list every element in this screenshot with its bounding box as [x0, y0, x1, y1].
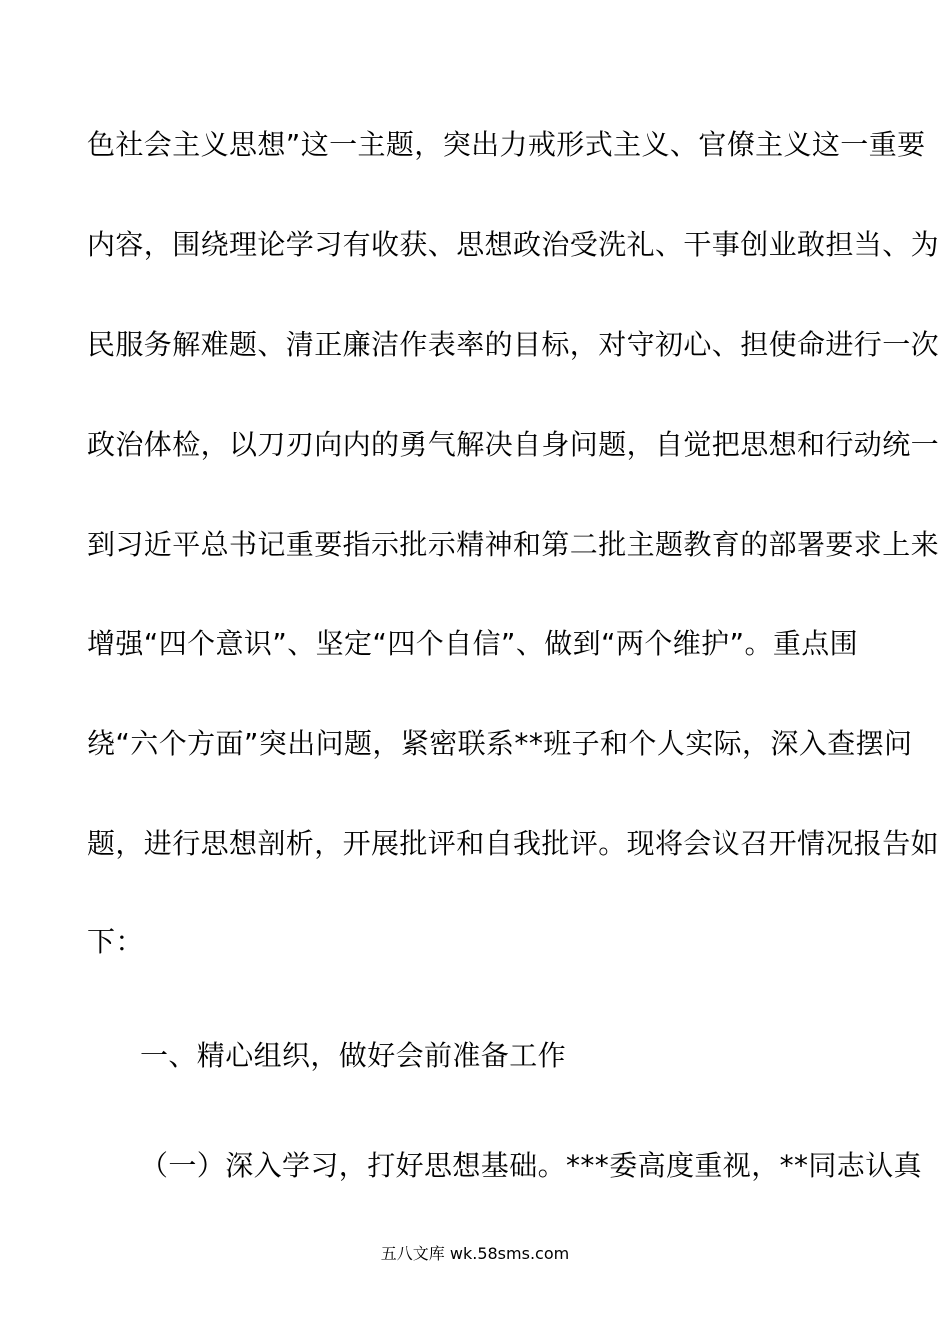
section-heading: 一、精心组织，做好会前准备工作 [140, 1039, 567, 1072]
body-text-line: 内容，围绕理论学习有收获、思想政治受洗礼、干事创业敢担当、为 [87, 228, 940, 261]
body-text-line: 绕“六个方面”突出问题，紧密联系**班子和个人实际，深入查摆问 [87, 727, 913, 760]
body-text-line: 增强“四个意识”、坚定“四个自信”、做到“两个维护”。重点围 [87, 627, 859, 660]
body-text-line: 到习近平总书记重要指示批示精神和第二批主题教育的部署要求上来 [87, 528, 940, 561]
body-text-line: 政治体检，以刀刃向内的勇气解决自身问题，自觉把思想和行动统一 [87, 428, 940, 461]
subsection-heading: （一）深入学习，打好思想基础。***委高度重视，**同志认真 [140, 1149, 923, 1182]
body-text-line: 题，进行思想剖析，开展批评和自我批评。现将会议召开情况报告如 [87, 827, 940, 860]
body-text-line: 下： [87, 925, 144, 958]
body-text-line: 民服务解难题、清正廉洁作表率的目标，对守初心、担使命进行一次 [87, 328, 940, 361]
body-text-line: 色社会主义思想”这一主题，突出力戒形式主义、官僚主义这一重要 [87, 128, 926, 161]
footer-watermark: 五八文库 wk.58sms.com [380, 1244, 570, 1263]
